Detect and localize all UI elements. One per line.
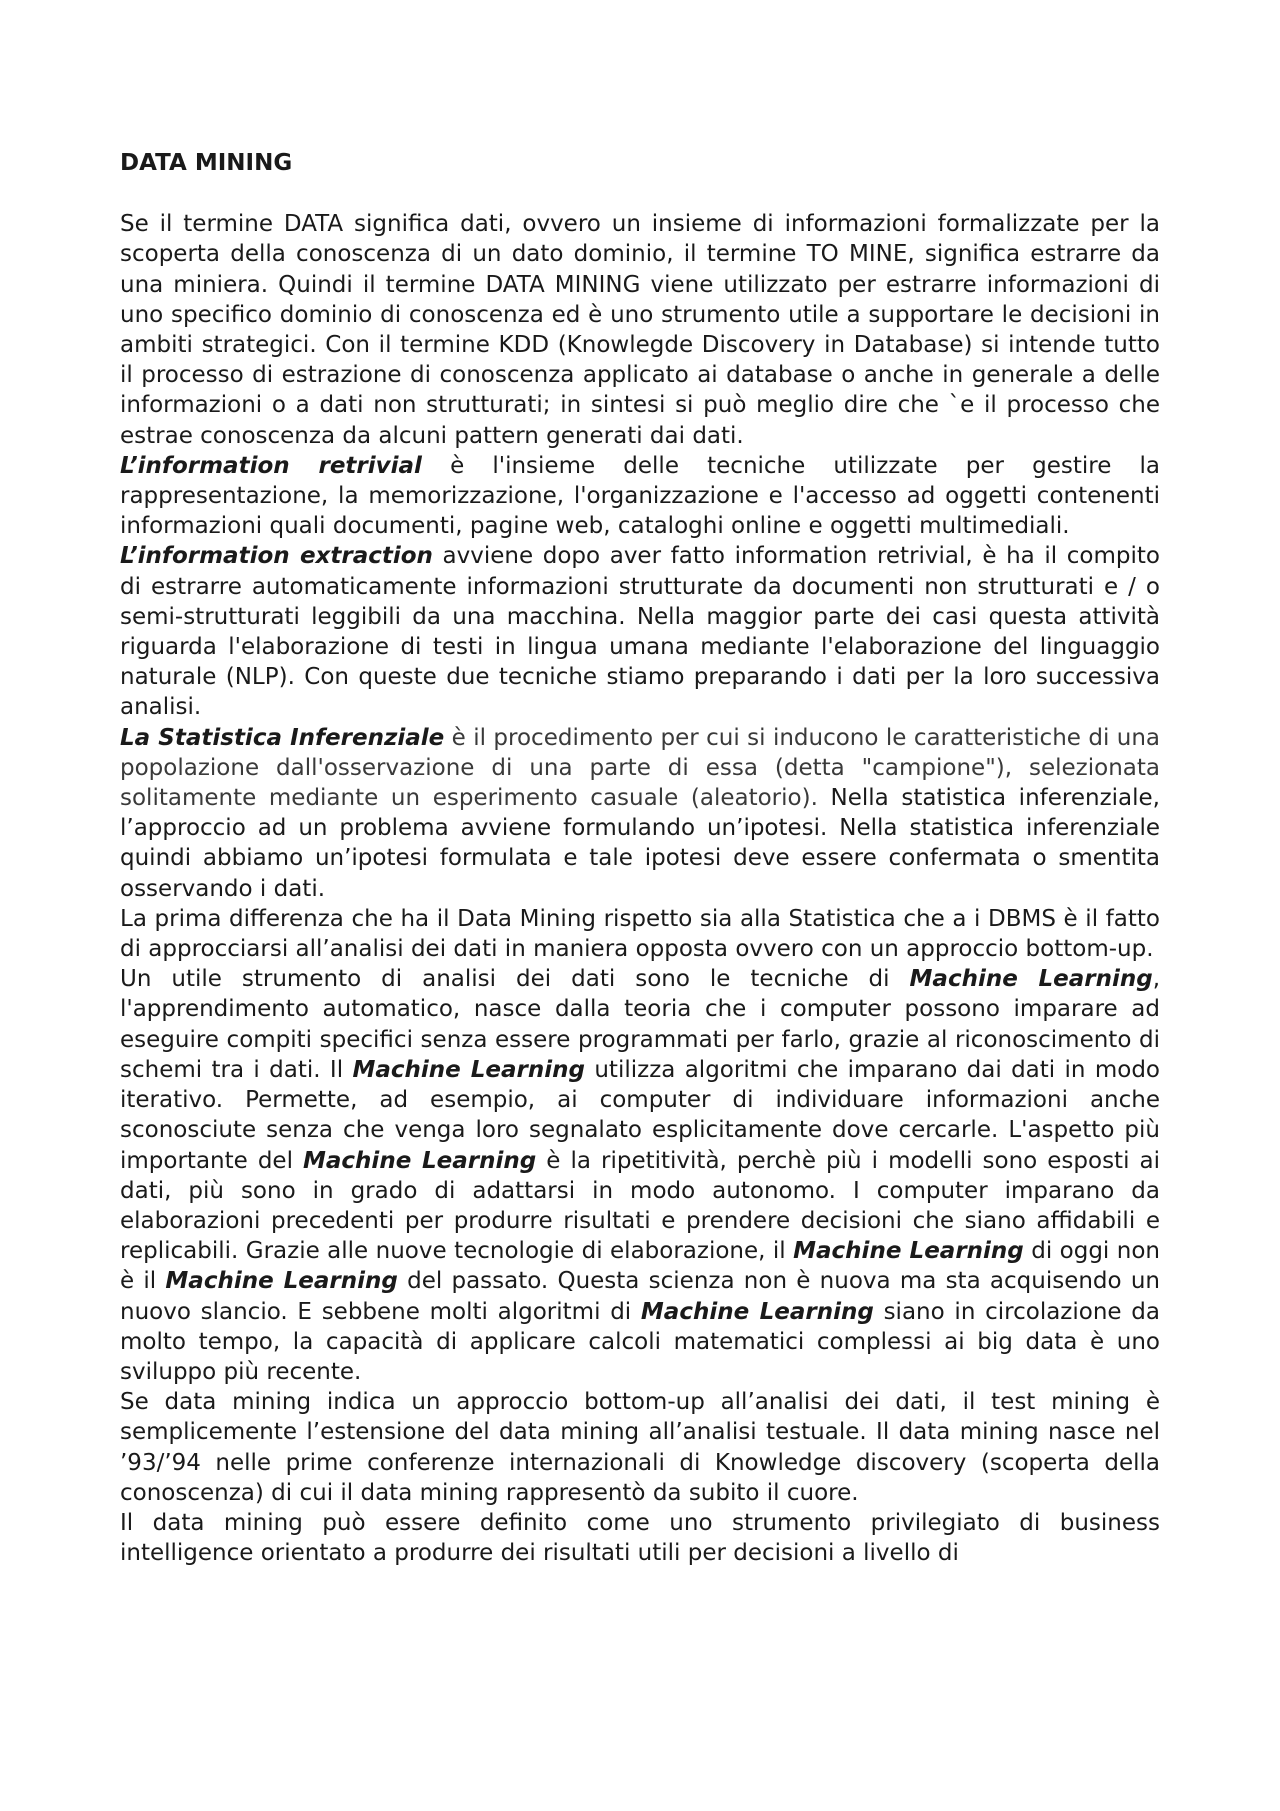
paragraph-text-mining: Se data mining indica un approccio bottom-up all’analisi dei dati, il test mining è semplicemente l’estensione del data mining all’analisi testuale. Il data mining nasce nel ’93/’94 nelle prime conferenze internazionali di Knowledge discovery (scoperta della conoscenza) di cui il data mining rappresentò da subito il cuore. xyxy=(120,1389,1160,1506)
paragraph-text: è la ripetitività, perchè più i modelli sono esposti ai dati, più sono in grado di adattarsi in modo autonomo. I computer imparano da elaborazioni precedenti per produrre risultati e prendere decisioni che siano affidabili e replicabili. Grazie alle nuove tecnologie di elaborazione, il xyxy=(120,1147,1160,1265)
term-machine-learning: Machine Learning xyxy=(793,1238,1024,1265)
document-page xyxy=(120,148,1160,1568)
term-statistica-inferenziale: La Statistica Inferenziale xyxy=(120,724,445,751)
paragraph-text: Un utile strumento di analisi dei dati sono le tecniche di xyxy=(120,966,910,993)
paragraph-text: è l'insieme delle tecniche utilizzate per gestire la rappresentazione, la memorizzazione, l'organizzazione e l'accesso ad oggetti contenenti informazioni quali documenti, pagine web, cataloghi online e oggetti multimediali. xyxy=(120,452,1160,540)
term-information-extraction: L’information extraction xyxy=(120,543,433,570)
paragraph-machine-learning xyxy=(120,964,1160,1387)
paragraph-statistica-inferenziale xyxy=(120,723,1160,904)
term-machine-learning: Machine Learning xyxy=(303,1147,537,1174)
paragraph-text: avviene dopo aver fatto information retrivial, è ha il compito di estrarre automaticamente informazioni strutturate da documenti non strutturati e / o semi-strutturati leggibili da una macchina. Nella maggior parte dei casi questa attività riguarda l'elaborazione di testi in lingua umana mediante l'elaborazione del linguaggio naturale (NLP). Con queste due tecniche stiamo preparando i dati per la loro successiva analisi. xyxy=(120,543,1160,721)
paragraph-differenza: La prima differenza che ha il Data Mining rispetto sia alla Statistica che a i DBMS è il fatto di approcciarsi all’analisi dei dati in maniera opposta ovvero con un approccio bottom-up. xyxy=(120,905,1160,963)
paragraph-text: utilizza algoritmi che imparano dai dati in modo iterativo. Permette, ad esempio, ai computer di individuare informazioni anche sconosciute senza che venga loro segnalato esplicitamente dove cercarle. L'aspetto più importante del xyxy=(120,1056,1160,1174)
paragraph-text: , l'apprendimento automatico, nasce dalla teoria che i computer possono imparare ad eseguire compiti specifici senza essere programmati per farlo, grazie al riconoscimento di schemi tra i dati. Il xyxy=(120,966,1161,1083)
paragraph-information-extraction xyxy=(120,541,1160,722)
term-information-retrivial: L’information retrivial xyxy=(120,452,422,479)
paragraph-text: siano in circolazione da molto tempo, la capacità di applicare calcoli matematici complessi ai big data è uno sviluppo più recente. xyxy=(120,1298,1160,1385)
document-title: DATA MINING xyxy=(120,150,293,176)
paragraph-quote-text: è il procedimento per cui si inducono le caratteristiche di una popolazione dall'osservazione di una parte di essa (detta "campione"), selezionata solitamente mediante un esperimento casuale (aleatorio). xyxy=(120,724,1161,812)
paragraph-text: di oggi non è il xyxy=(120,1238,1160,1295)
paragraph-intro: Se il termine DATA significa dati, ovvero un insieme di informazioni formalizzate per la scoperta della conoscenza di un dato dominio, il termine TO MINE, significa estrarre da una miniera. Quindi il termine DATA MINING viene utilizzato per estrarre informazioni di uno specifico dominio di conoscenza ed è uno strumento utile a supportare le decisioni in ambiti strategici. Con il termine KDD (Knowlegde Discovery in Database) si intende tutto il processo di estrazione di conoscenza applicato ai database o anche in generale a delle informazioni o a dati non strutturati; in sintesi si può meglio dire che `e il processo che estrae conoscenza da alcuni pattern generati dai dati. xyxy=(120,211,1160,449)
term-machine-learning: Machine Learning xyxy=(909,966,1153,993)
term-machine-learning: Machine Learning xyxy=(640,1298,874,1325)
paragraph-information-retrivial xyxy=(120,451,1160,542)
paragraph-business-intelligence: Il data mining può essere definito come uno strumento privilegiato di business intelligence orientato a produrre dei risultati utili per decisioni a livello di xyxy=(120,1509,1160,1567)
term-machine-learning: Machine Learning xyxy=(352,1056,585,1083)
paragraph-text: Nella statistica inferenziale, l’approccio ad un problema avviene formulando un’ipotesi. Nella statistica inferenziale quindi abbiamo un’ipotesi formulata e tale ipotesi deve essere confermata o smentita osservando i dati. xyxy=(120,785,1160,902)
paragraph-text: del passato. Questa scienza non è nuova ma sta acquisendo un nuovo slancio. E sebbene molti algoritmi di xyxy=(120,1268,1160,1325)
term-machine-learning: Machine Learning xyxy=(165,1268,398,1295)
